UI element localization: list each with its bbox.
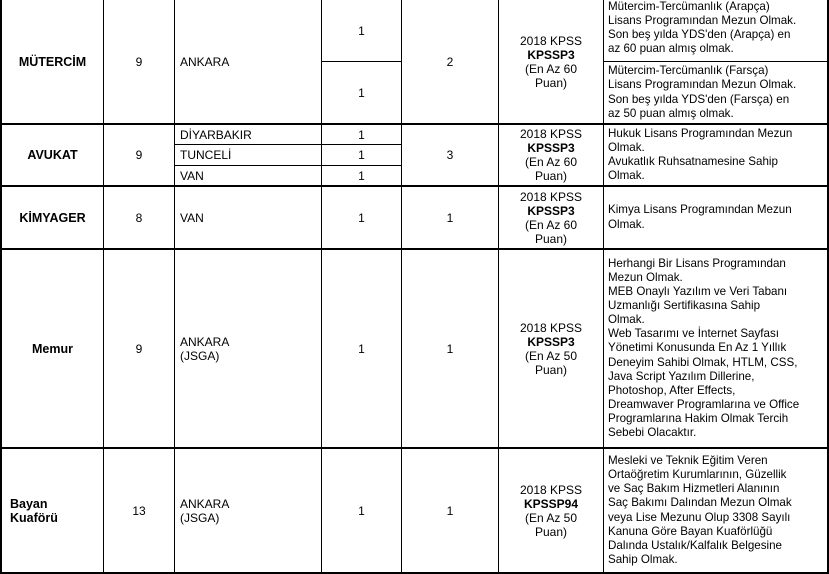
total-count: 1 bbox=[446, 503, 454, 518]
position-title: KİMYAGER bbox=[19, 210, 86, 225]
kpss-year: 2018 KPSS bbox=[519, 127, 583, 141]
count: 1 bbox=[358, 503, 365, 518]
requirement-line: Dreamwaver Programlarına ve Office bbox=[608, 397, 800, 411]
kpss-min: (En Az 50 bbox=[524, 348, 577, 363]
count: 1 bbox=[358, 127, 365, 142]
requirement-line: Olmak. bbox=[608, 140, 645, 154]
requirement-line: ve Saç Bakım Hizmetleri Alanının bbox=[608, 482, 780, 496]
requirements bbox=[604, 62, 827, 123]
requirement-line: Hukuk Lisans Programından Mezun bbox=[608, 126, 793, 140]
location: ANKARA bbox=[180, 54, 230, 69]
requirement-line: Herhangi Bir Lisans Programından bbox=[608, 256, 786, 270]
location-line: ANKARA bbox=[180, 496, 230, 511]
requirement-line: Kimya Lisans Programından Mezun bbox=[608, 203, 792, 217]
kpss-min: (En Az 60 bbox=[524, 217, 577, 232]
total-count: 3 bbox=[446, 148, 454, 162]
kpss-min-unit: Puan) bbox=[534, 169, 567, 183]
kpss-year: 2018 KPSS bbox=[519, 320, 583, 335]
kpss-requirement bbox=[499, 0, 603, 123]
group-number: 9 bbox=[135, 54, 143, 69]
position-title: MÜTERCİM bbox=[18, 54, 87, 69]
requirement-line: Olmak. bbox=[608, 169, 645, 183]
requirement-line: Mütercim-Tercümanlık (Arapça) bbox=[608, 0, 770, 13]
count: 1 bbox=[358, 85, 365, 100]
position-title: AVUKAT bbox=[27, 148, 78, 162]
count: 1 bbox=[358, 168, 365, 183]
count: 1 bbox=[358, 341, 365, 356]
requirement-line: Web Tasarımı ve İnternet Sayfası bbox=[608, 327, 779, 341]
kpss-year: 2018 KPSS bbox=[519, 189, 583, 204]
count: 1 bbox=[358, 23, 365, 38]
requirement-line: veya Lise Mezunu Olup 3308 Sayılı bbox=[608, 510, 791, 524]
requirements bbox=[604, 250, 827, 447]
location: VAN bbox=[180, 168, 204, 183]
location-line: (JSGA) bbox=[180, 510, 220, 525]
kpss-min: (En Az 60 bbox=[524, 61, 577, 76]
requirement-line: Son beş yılda YDS'den (Arapça) en bbox=[608, 28, 791, 41]
group-number: 9 bbox=[135, 341, 143, 356]
kpss-min: (En Az 60 bbox=[524, 155, 577, 169]
requirement-line: Yönetimi Konusunda En Az 1 Yıllık bbox=[608, 341, 787, 355]
kpss-min-unit: Puan) bbox=[534, 524, 567, 539]
kpss-min-unit: Puan) bbox=[534, 362, 567, 377]
requirements bbox=[604, 449, 827, 572]
kpss-min-unit: Puan) bbox=[534, 231, 567, 246]
kpss-requirement bbox=[499, 125, 603, 185]
requirement-line: Dalında Ustalık/Kalfalık Belgesine bbox=[608, 538, 782, 552]
location: VAN bbox=[180, 210, 204, 225]
kpss-code: KPSSP3 bbox=[527, 203, 575, 218]
requirement-line: Lisans Programından Mezun Olmak. bbox=[608, 78, 797, 92]
requirement-line: Deneyim Sahibi Olmak, HTLM, CSS, bbox=[608, 355, 798, 369]
requirements bbox=[604, 187, 827, 248]
kpss-requirement bbox=[499, 449, 603, 572]
kpss-code: KPSSP3 bbox=[527, 47, 575, 62]
requirement-line: Lisans Programından Mezun Olmak. bbox=[608, 13, 797, 27]
total-count: 1 bbox=[446, 341, 454, 356]
group-number: 13 bbox=[132, 503, 146, 518]
location-line: ANKARA bbox=[180, 334, 230, 349]
requirements bbox=[604, 125, 827, 185]
requirement-line: Ortaöğretim Kurumlarının, Güzellik bbox=[608, 468, 787, 482]
group-number: 8 bbox=[135, 210, 143, 225]
kpss-code: KPSSP3 bbox=[527, 141, 575, 155]
requirement-line: Java Script Yazılım Dillerine, bbox=[608, 369, 755, 383]
requirement-line: Saç Bakımı Dalından Mezun Olmak bbox=[608, 496, 792, 510]
requirement-line: az 60 puan almış olmak. bbox=[608, 42, 734, 56]
location bbox=[175, 250, 321, 447]
requirement-line: MEB Onaylı Yazılım ve Veri Tabanı bbox=[608, 285, 788, 299]
requirement-line: Mezun Olmak. bbox=[608, 270, 683, 284]
kpss-requirement bbox=[499, 250, 603, 447]
kpss-code: KPSSP94 bbox=[523, 496, 578, 511]
total-count: 1 bbox=[446, 210, 454, 225]
position-title: Memur bbox=[32, 341, 73, 356]
requirements bbox=[604, 0, 827, 61]
total-count: 2 bbox=[446, 54, 454, 69]
requirement-line: Kanuna Göre Bayan Kuaförlüğü bbox=[608, 524, 773, 538]
kpss-requirement bbox=[499, 187, 603, 248]
count: 1 bbox=[358, 148, 365, 162]
kpss-year: 2018 KPSS bbox=[519, 33, 583, 48]
requirement-line: Avukatlık Ruhsatnamesine Sahip bbox=[608, 155, 778, 168]
requirement-line: Mesleki ve Teknik Eğitim Veren bbox=[608, 454, 768, 468]
requirement-line: Uzmanlığı Sertifikasına Sahip bbox=[608, 299, 761, 313]
kpss-min: (En Az 50 bbox=[524, 510, 577, 525]
requirement-line: Olmak. bbox=[608, 217, 645, 231]
location-line: (JSGA) bbox=[180, 348, 220, 363]
requirement-line: Son beş yılda YDS'den (Farsça) en bbox=[608, 92, 790, 106]
location: TUNCELİ bbox=[180, 148, 232, 162]
requirement-line: Programlarına Hakim Olmak Tercih bbox=[608, 411, 789, 425]
location bbox=[175, 449, 321, 572]
count: 1 bbox=[358, 210, 365, 225]
requirement-line: Mütercim-Tercümanlık (Farsça) bbox=[608, 64, 769, 78]
group-number: 9 bbox=[135, 148, 143, 162]
requirement-line: az 50 puan almış olmak. bbox=[608, 106, 734, 120]
kpss-min-unit: Puan) bbox=[534, 75, 567, 90]
kpss-year: 2018 KPSS bbox=[519, 482, 583, 497]
requirement-line: Olmak. bbox=[608, 313, 645, 327]
requirement-line: Photoshop, After Effects, bbox=[608, 383, 736, 397]
position-title bbox=[2, 449, 103, 572]
kpss-code: KPSSP3 bbox=[527, 334, 575, 349]
title-line: Kuaförü bbox=[10, 510, 58, 525]
location: DİYARBAKIR bbox=[180, 127, 252, 142]
requirement-line: Sebebi Olacaktır. bbox=[608, 426, 697, 440]
requirement-line: Sahip Olmak. bbox=[608, 552, 678, 566]
title-line: Bayan bbox=[10, 496, 48, 511]
